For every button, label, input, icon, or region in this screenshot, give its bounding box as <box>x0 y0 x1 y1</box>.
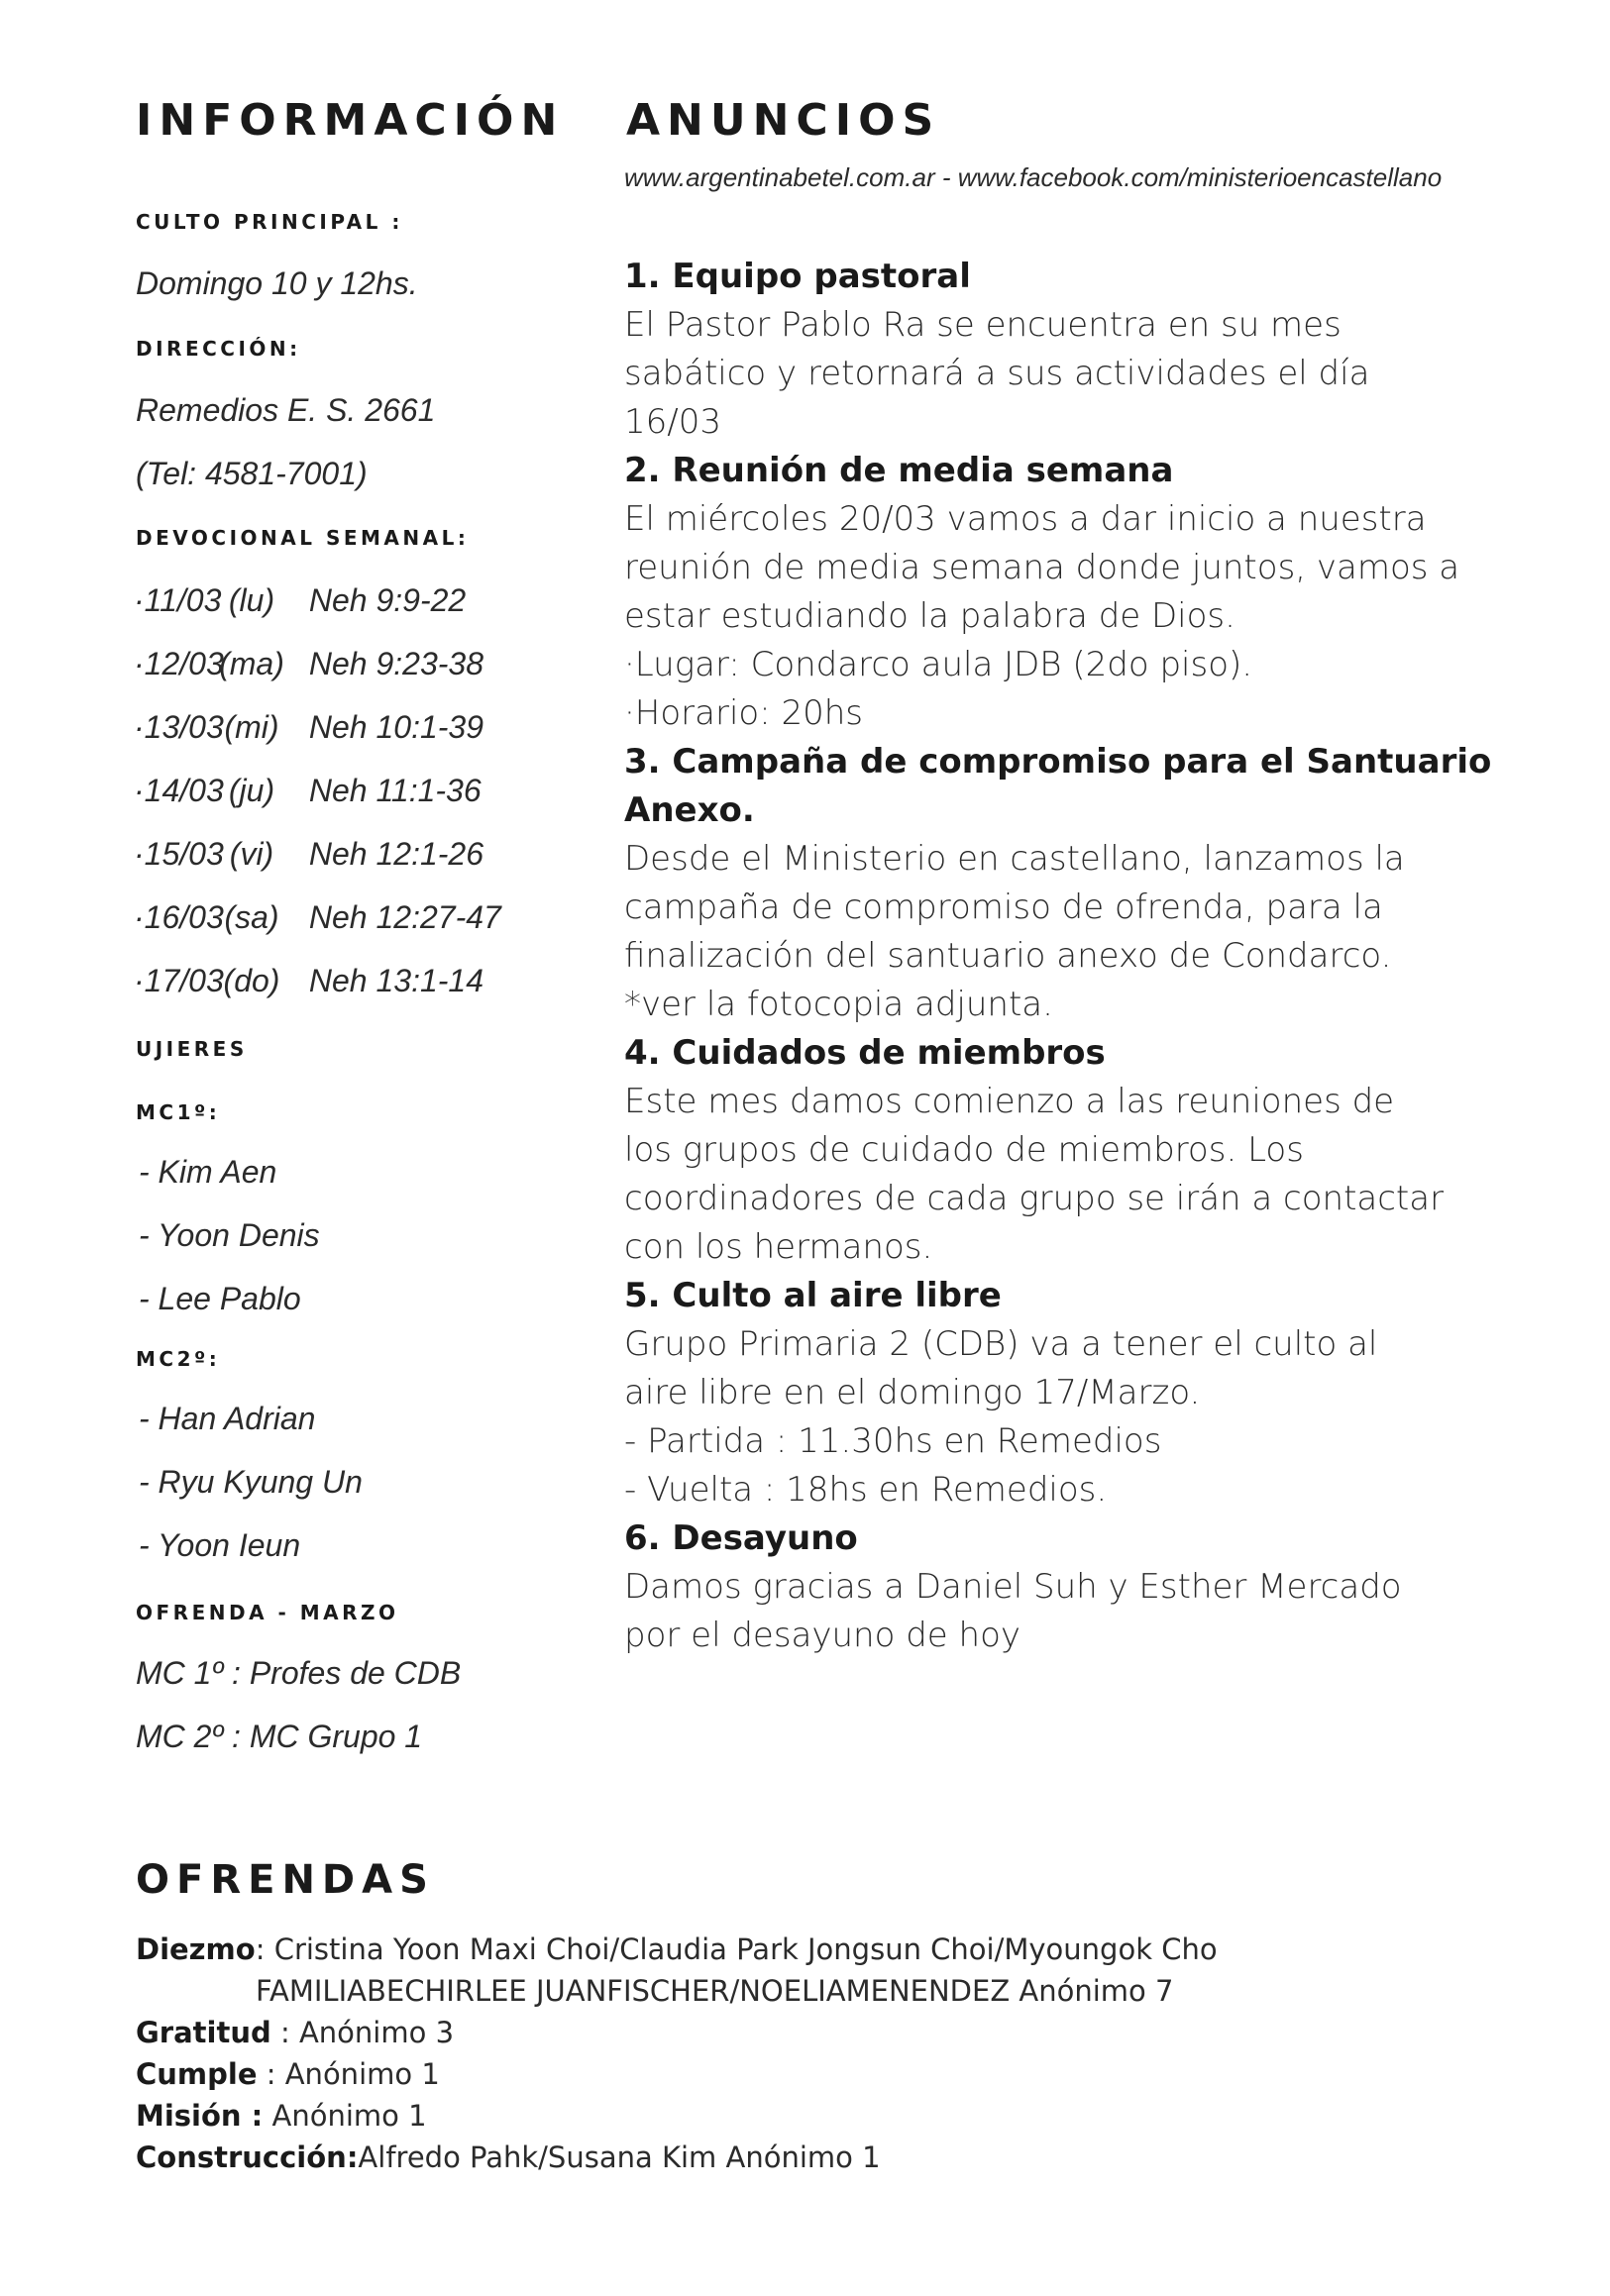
announcement-line: sabático y retornará a sus actividades el día <box>624 354 1370 393</box>
announcement-line: *ver la fotocopia adjunta. <box>624 985 1053 1024</box>
ofrenda-row-diezmo <box>136 1929 1218 1970</box>
diezmo-value: : Cristina Yoon Maxi Choi/Claudia Park Jongsun Choi/Myoungok Cho <box>255 1932 1218 1966</box>
culto-label: CULTO PRINCIPAL : <box>136 210 403 234</box>
devocional-ref: Neh 12:1-26 <box>308 836 484 872</box>
anuncios-heading: ANUNCIOS <box>626 95 941 146</box>
announcement-line: reunión de media semana donde juntos, vamos a <box>624 548 1460 587</box>
ofrenda-row-mision <box>136 2095 1218 2137</box>
website-links: www.argentinabetel.com.ar - www.facebook.com/ministerioencastellano <box>624 162 1443 192</box>
gratitud-label: Gratitud <box>136 2016 271 2049</box>
ofrendas-list <box>136 1929 1218 2178</box>
devocional-ref: Neh 9:23-38 <box>308 646 484 681</box>
mc1-person: - Yoon Denis <box>139 1217 320 1253</box>
devocional-row <box>134 901 501 933</box>
devocional-row <box>134 711 483 743</box>
announcement-line: finalización del santuario anexo de Condarco. <box>624 936 1392 976</box>
announcement-item <box>624 738 1546 1029</box>
announcement-line: con los hermanos. <box>624 1227 933 1267</box>
devocional-day: (mi) <box>224 709 279 745</box>
devocional-day: (lu) <box>228 582 275 618</box>
ofrenda-mc2: MC 2º : MC Grupo 1 <box>136 1719 423 1754</box>
cumple-value: : Anónimo 1 <box>257 2057 440 2091</box>
announcement-line: ·Lugar: Condarco aula JDB (2do piso). <box>624 645 1253 684</box>
announcement-line: campaña de compromiso de ofrenda, para la <box>624 887 1383 927</box>
announcement-line: El miércoles 20/03 vamos a dar inicio a nuestra <box>624 499 1427 539</box>
ofrenda-marzo-label: OFRENDA - MARZO <box>136 1601 399 1624</box>
direccion-label: DIRECCIÓN: <box>136 337 301 361</box>
construccion-value: Alfredo Pahk/Susana Kim Anónimo 1 <box>358 2140 881 2174</box>
announcement-line: - Partida : 11.30hs en Remedios <box>624 1421 1162 1461</box>
announcements-list <box>624 253 1546 1660</box>
ofrenda-row-cumple <box>136 2053 1218 2095</box>
devocional-date: ·17/03 <box>134 963 224 998</box>
announcement-title: Anexo. <box>624 790 755 830</box>
announcement-line: Este mes damos comienzo a las reuniones de <box>624 1082 1395 1121</box>
devocional-row <box>134 965 483 996</box>
gratitud-value: : Anónimo 3 <box>270 2016 455 2049</box>
info-heading: INFORMACIÓN <box>136 95 565 146</box>
devocional-row <box>134 648 483 679</box>
devocional-date: ·16/03 <box>134 899 224 935</box>
announcement-item <box>624 1029 1546 1272</box>
devocional-date: ·15/03 <box>134 836 224 872</box>
mc1-person: - Lee Pablo <box>139 1281 301 1316</box>
announcement-title: 4. Cuidados de miembros <box>624 1033 1106 1073</box>
mc2-person: - Han Adrian <box>139 1401 316 1436</box>
announcement-line: 16/03 <box>624 402 721 442</box>
devocional-row <box>134 584 466 616</box>
ofrenda-row-gratitud <box>136 2012 1218 2053</box>
mc2-person: - Ryu Kyung Un <box>139 1464 363 1500</box>
announcement-title: 5. Culto al aire libre <box>624 1276 1002 1315</box>
direccion-value: Remedios E. S. 2661 <box>136 392 436 428</box>
announcement-line: El Pastor Pablo Ra se encuentra en su mes <box>624 305 1342 345</box>
diezmo-value-continued: FAMILIABECHIRLEE JUANFISCHER/NOELIAMENENDEZ Anónimo 7 <box>256 1974 1174 2008</box>
ofrenda-mc1: MC 1º : Profes de CDB <box>136 1655 462 1691</box>
announcement-line: Damos gracias a Daniel Suh y Esther Mercado <box>624 1567 1402 1607</box>
devocional-date: ·12/03 <box>134 646 224 681</box>
mc2-label: MC2º: <box>136 1347 221 1371</box>
announcement-item <box>624 253 1546 447</box>
culto-value: Domingo 10 y 12hs. <box>136 265 418 301</box>
mision-label: Misión : <box>136 2099 264 2133</box>
announcement-line: los grupos de cuidado de miembros. Los <box>624 1130 1304 1170</box>
devocional-day: (ma) <box>219 646 284 681</box>
devocional-date: ·14/03 <box>134 773 224 808</box>
devocional-ref: Neh 9:9-22 <box>308 582 467 618</box>
devocional-date: ·13/03 <box>134 709 224 745</box>
devocional-date: ·11/03 <box>134 582 222 618</box>
devocional-ref: Neh 11:1-36 <box>308 773 482 808</box>
devocional-ref: Neh 12:27-47 <box>308 899 501 935</box>
announcement-line: - Vuelta : 18hs en Remedios. <box>624 1470 1108 1510</box>
diezmo-label: Diezmo <box>136 1932 256 1966</box>
ofrendas-heading: OFRENDAS <box>136 1857 435 1903</box>
announcement-title: 2. Reunión de media semana <box>624 451 1174 490</box>
mc1-label: MC1º: <box>136 1100 221 1124</box>
announcement-line: Grupo Primaria 2 (CDB) va a tener el culto al <box>624 1324 1378 1364</box>
announcement-item <box>624 1514 1546 1660</box>
mc1-person: - Kim Aen <box>139 1154 277 1190</box>
mc2-person: - Yoon Ieun <box>139 1527 301 1563</box>
construccion-label: Construcción: <box>136 2140 359 2174</box>
announcement-line: coordinadores de cada grupo se irán a contactar <box>624 1179 1445 1218</box>
devocional-day: (do) <box>223 963 280 998</box>
telefono-value: (Tel: 4581-7001) <box>136 456 368 491</box>
devocional-ref: Neh 13:1-14 <box>308 963 484 998</box>
devocional-day: (sa) <box>224 899 279 935</box>
announcement-line: ·Horario: 20hs <box>624 693 864 733</box>
devocional-label: DEVOCIONAL SEMANAL: <box>136 526 470 550</box>
announcement-item <box>624 447 1546 738</box>
mision-value: Anónimo 1 <box>263 2099 427 2133</box>
devocional-day: (vi) <box>229 836 274 872</box>
announcement-line: Desde el Ministerio en castellano, lanzamos la <box>624 839 1405 879</box>
devocional-row <box>134 775 482 806</box>
announcement-line: por el desayuno de hoy <box>624 1616 1020 1655</box>
ofrenda-row-construccion <box>136 2137 1218 2178</box>
ujieres-label: UJIERES <box>136 1037 248 1061</box>
announcement-line: aire libre en el domingo 17/Marzo. <box>624 1373 1201 1412</box>
devocional-day: (ju) <box>228 773 275 808</box>
devocional-ref: Neh 10:1-39 <box>308 709 484 745</box>
cumple-label: Cumple <box>136 2057 258 2091</box>
announcement-title: 3. Campaña de compromiso para el Santuario <box>624 742 1492 782</box>
announcement-line: estar estudiando la palabra de Dios. <box>624 596 1235 636</box>
announcement-title: 1. Equipo pastoral <box>624 257 971 296</box>
devocional-row <box>134 838 483 870</box>
announcement-item <box>624 1272 1546 1514</box>
announcement-title: 6. Desayuno <box>624 1518 858 1558</box>
